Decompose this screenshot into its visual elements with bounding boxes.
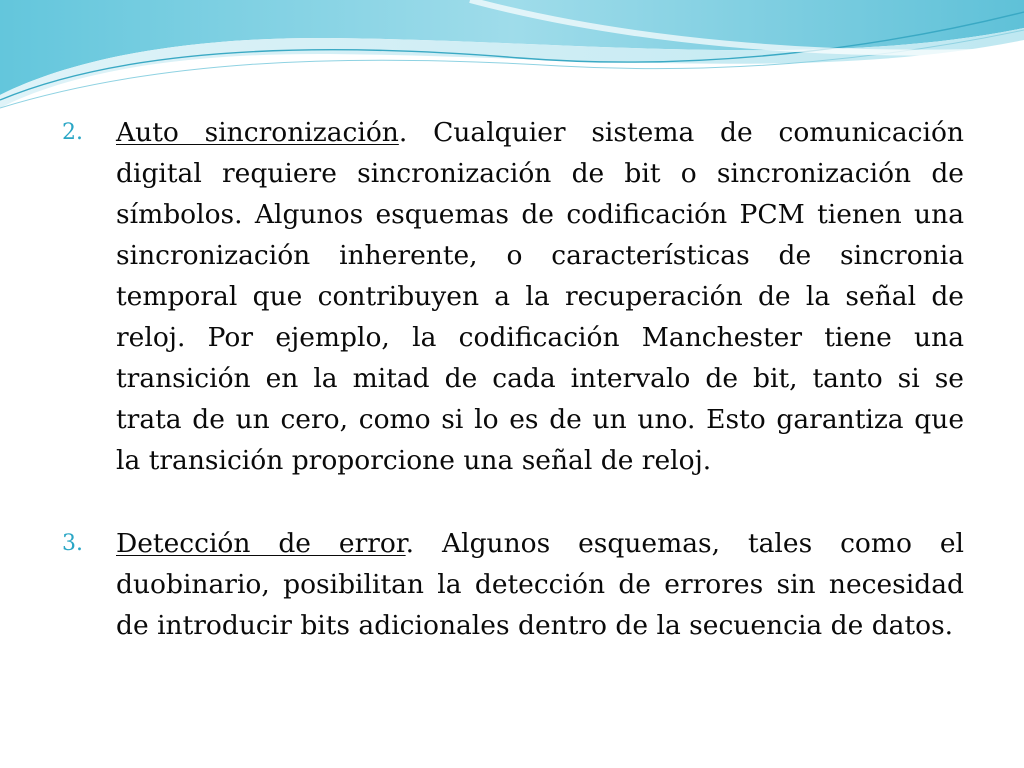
- item-term-punct: .: [405, 528, 415, 559]
- item-term-punct: .: [398, 117, 408, 148]
- list-item-2: [62, 112, 964, 481]
- list-number: 2.: [62, 120, 83, 145]
- slide-content: [62, 112, 964, 646]
- item-term: Auto sincronización: [116, 117, 399, 148]
- item-text: Cualquier sistema de comunicación digital requiere sincronización de bit o sincronización de símbolos. Algunos esquemas de codificación PCM tienen una sincronización inherente, o características de sincronia temporal que contribuyen a la recuperación de la señal de reloj. Por ejemplo, la codificación Manchester tiene una transición en la mitad de cada intervalo de bit, tanto si se trata de un cero, como si lo es de un uno. Esto garantiza que la transición proporcione una señal de reloj.: [116, 117, 964, 476]
- item-term: Detección de error: [116, 528, 406, 559]
- list-number: 3.: [62, 531, 83, 556]
- header-wave-decoration: [0, 0, 1024, 120]
- list-item-3: [62, 523, 964, 646]
- item-text: Algunos esquemas, tales como el duobinario, posibilitan la detección de errores sin necesidad de introducir bits adicionales dentro de la secuencia de datos.: [116, 528, 964, 641]
